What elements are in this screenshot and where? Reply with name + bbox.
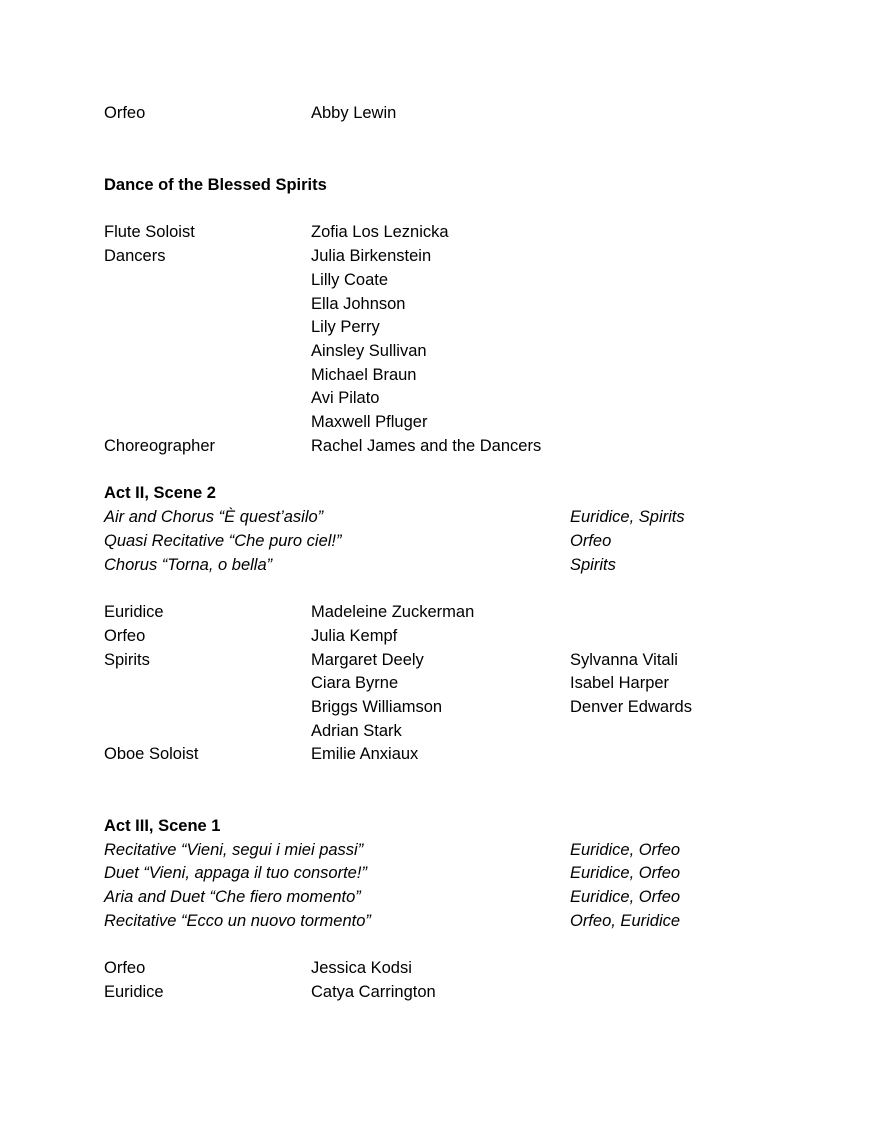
performer-name: Lilly Coate (311, 271, 389, 289)
musical-number-row (0, 861, 880, 885)
cast-row (0, 624, 880, 648)
musical-number-row (0, 529, 880, 553)
section-heading-text: Dance of the Blessed Spirits (104, 176, 327, 194)
number-title: Recitative “Ecco un nuovo tormento” (104, 912, 371, 930)
role-label: Orfeo (104, 959, 146, 977)
cast-row (0, 101, 880, 125)
cast-row (0, 956, 880, 980)
role-label: Spirits (104, 651, 150, 669)
number-voices: Spirits (570, 556, 616, 574)
performer-name: Catya Carrington (311, 983, 436, 1001)
performer-name: Margaret Deely (311, 651, 424, 669)
number-voices: Euridice, Orfeo (570, 841, 681, 859)
number-title: Recitative “Vieni, segui i miei passi” (104, 841, 364, 859)
cast-row (0, 315, 880, 339)
number-title: Air and Chorus “È quest’asilo” (104, 508, 324, 526)
number-title: Duet “Vieni, appaga il tuo consorte!” (104, 864, 367, 882)
cast-row (0, 671, 880, 695)
performer-name: Emilie Anxiaux (311, 745, 419, 763)
performer-name: Julia Birkenstein (311, 247, 432, 265)
performer-name: Ainsley Sullivan (311, 342, 427, 360)
number-title: Chorus “Torna, o bella” (104, 556, 273, 574)
performer-name: Ciara Byrne (311, 674, 399, 692)
number-voices: Euridice, Orfeo (570, 888, 681, 906)
performer-name: Michael Braun (311, 366, 417, 384)
performer-name: Lily Perry (311, 318, 380, 336)
cast-row (0, 742, 880, 766)
cast-row (0, 648, 880, 672)
musical-number-row (0, 909, 880, 933)
role-label: Flute Soloist (104, 223, 195, 241)
performer-name: Madeleine Zuckerman (311, 603, 475, 621)
performer-name: Adrian Stark (311, 722, 402, 740)
role-label: Choreographer (104, 437, 215, 455)
performer-name: Denver Edwards (570, 698, 692, 716)
role-label: Dancers (104, 247, 166, 265)
musical-number-row (0, 838, 880, 862)
number-voices: Orfeo (570, 532, 612, 550)
performer-name: Abby Lewin (311, 104, 397, 122)
role-label: Oboe Soloist (104, 745, 199, 763)
cast-row (0, 434, 880, 458)
section-heading (0, 814, 880, 838)
musical-number-row (0, 505, 880, 529)
performer-name: Rachel James and the Dancers (311, 437, 542, 455)
section-heading (0, 173, 880, 197)
cast-row (0, 600, 880, 624)
performer-name: Briggs Williamson (311, 698, 443, 716)
cast-row (0, 363, 880, 387)
cast-row (0, 244, 880, 268)
role-label: Orfeo (104, 104, 146, 122)
cast-row (0, 719, 880, 743)
cast-row (0, 410, 880, 434)
cast-row (0, 339, 880, 363)
number-voices: Euridice, Spirits (570, 508, 685, 526)
cast-row (0, 695, 880, 719)
number-voices: Orfeo, Euridice (570, 912, 681, 930)
role-label: Euridice (104, 983, 164, 1001)
cast-row (0, 980, 880, 1004)
section-heading-text: Act III, Scene 1 (104, 817, 221, 835)
performer-name: Sylvanna Vitali (570, 651, 678, 669)
section-heading-text: Act II, Scene 2 (104, 484, 216, 502)
number-title: Aria and Duet “Che fiero momento” (104, 888, 361, 906)
musical-number-row (0, 553, 880, 577)
role-label: Orfeo (104, 627, 146, 645)
performer-name: Julia Kempf (311, 627, 398, 645)
number-voices: Euridice, Orfeo (570, 864, 681, 882)
number-title: Quasi Recitative “Che puro ciel!” (104, 532, 342, 550)
performer-name: Maxwell Pfluger (311, 413, 428, 431)
role-label: Euridice (104, 603, 164, 621)
cast-row (0, 220, 880, 244)
performer-name: Ella Johnson (311, 295, 406, 313)
performer-name: Zofia Los Leznicka (311, 223, 449, 241)
musical-number-row (0, 885, 880, 909)
cast-row (0, 386, 880, 410)
cast-row (0, 268, 880, 292)
section-heading (0, 481, 880, 505)
performer-name: Avi Pilato (311, 389, 380, 407)
cast-row (0, 292, 880, 316)
performer-name: Jessica Kodsi (311, 959, 412, 977)
performer-name: Isabel Harper (570, 674, 670, 692)
